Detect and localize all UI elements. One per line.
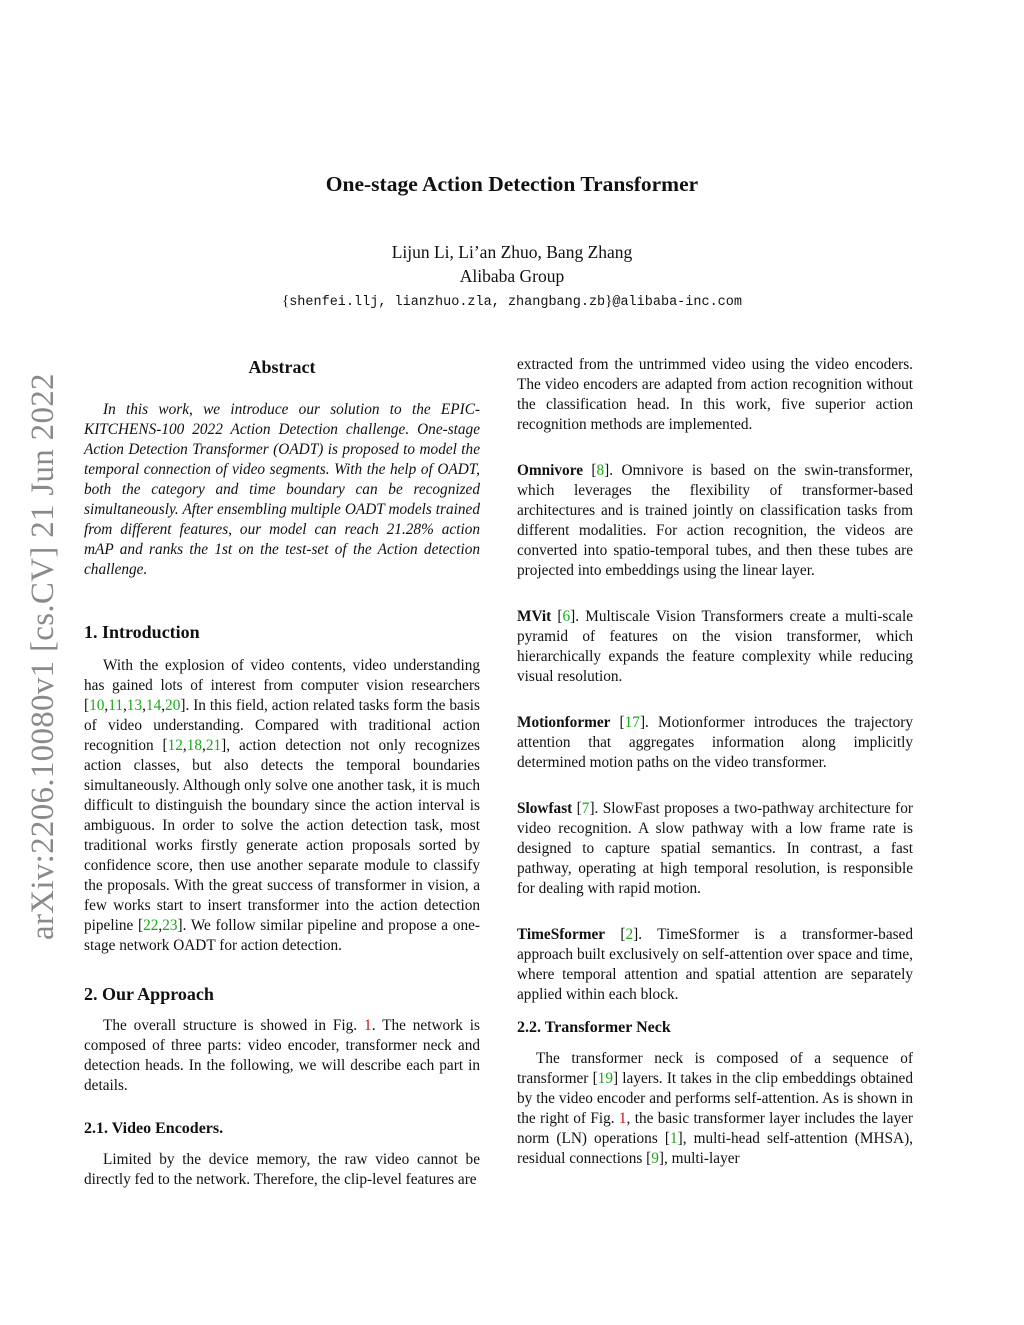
abstract-text: In this work, we introduce our solution to the EPIC-KITCHENS-100 2022 Action Detection challenge. One-stage Action Detection Transformer (OADT) is proposed to model the temporal connection of video segments. With the help of OADT, both the category and time boundary can be recognized simultaneously. After ensembling multiple OADT models trained from different features, our model can reach 21.28% action mAP and ranks the 1st on the test-set of the Action detection challenge. [84, 401, 480, 578]
method-name: Omnivore [517, 462, 583, 479]
abstract-heading: Abstract [248, 357, 316, 377]
citation-link[interactable]: 7 [581, 800, 590, 817]
citation-link[interactable]: 8 [596, 462, 605, 479]
email-line [0, 290, 1024, 314]
right-column [517, 355, 913, 1169]
affiliation: Alibaba Group [459, 266, 565, 286]
method-name: TimeSformer [517, 926, 606, 943]
arxiv-stamp: arXiv:2206.10080v1 [cs.CV] 21 Jun 2022 [25, 373, 61, 940]
citation-link[interactable]: 9 [651, 1150, 659, 1167]
intro-paragraph: With the explosion of video contents, video understanding has gained lots of interest from computer vision researchers [10,11,13,14,20]. In this field, action related tasks form the basis of video understanding. Compared with traditional action recognition [12,18,21], action detection not only recognizes action classes, but also detects the temporal boundaries simultaneously. Although only solve one another task, it is much difficult to distinguish the boundary since the action interval is ambiguous. In order to solve the action detection task, most traditional works firstly generate action proposals sorted by confidence score, then use another separate module to classify the proposals. With the great success of transformer in vision, a few works start to insert transformer into the action detection pipeline [22,23]. We follow similar pipeline and propose a one-stage network OADT for action detection. [84, 657, 480, 954]
citation-link[interactable]: 20 [165, 697, 181, 714]
approach-heading: 2. Our Approach [84, 984, 214, 1004]
method-slowfast: Slowfast [7]. SlowFast proposes a two-pathway architecture for video recognition. A slow pathway with a low frame rate is designed to capture spatial semantics. In contrast, a fast pathway, operating at high temporal resolution, is responsible for dealing with rapid motion. [517, 800, 913, 897]
citation-link[interactable]: 12 [167, 737, 183, 754]
method-mvit: MVit [6]. Multiscale Vision Transformers create a multi-scale pyramid of features on the vision transformer, which hierarchically expands the feature complexity while reducing visual resolution. [517, 608, 914, 685]
transformer-neck-paragraph: The transformer neck is composed of a sequence of transformer [19] layers. It takes in the clip embeddings obtained by the video encoder and performs self-attention. As is shown in the right of Fig. 1, the basic transformer layer includes the layer norm (LN) operations [1], multi-head self-attention (MHSA), residual connections [9], multi-layer [517, 1050, 914, 1167]
citation-link[interactable]: 1 [669, 1130, 678, 1147]
citation-link[interactable]: 11 [108, 697, 123, 714]
video-encoders-heading: 2.1. Video Encoders. [84, 1120, 224, 1137]
transformer-neck-heading: 2.2. Transformer Neck [517, 1019, 671, 1036]
citation-link[interactable]: 23 [162, 917, 178, 934]
citation-link[interactable]: 22 [143, 917, 159, 934]
left-column [84, 355, 480, 1190]
citation-link[interactable]: 19 [597, 1070, 613, 1087]
approach-paragraph: The overall structure is showed in Fig. 1. The network is composed of three parts: video encoder, transformer neck and detection heads. In the following, we will describe each part in details. [84, 1017, 480, 1094]
brace-close: } [605, 293, 613, 309]
citation-link[interactable]: 10 [89, 697, 105, 714]
email-domain: @alibaba-inc.com [612, 295, 742, 310]
method-omnivore: Omnivore [8]. Omnivore is based on the swin-transformer, which leverages the flexibility of transformer-based architectures and is trained jointly on classification tasks from different modalities. For action recognition, the videos are converted into spatio-temporal tubes, and then these tubes are projected into embeddings using the linear layer. [517, 462, 913, 579]
citation-link[interactable]: 13 [126, 697, 143, 714]
figure-ref-link[interactable]: 1 [364, 1017, 372, 1034]
citation-link[interactable]: 2 [625, 926, 634, 943]
author-names: Lijun Li, Li’an Zhuo, Bang Zhang [391, 242, 633, 262]
paper-title: One-stage Action Detection Transformer [325, 172, 699, 196]
citation-link[interactable]: 17 [624, 714, 640, 731]
video-encoders-paragraph-continued: extracted from the untrimmed video using the video encoders. The video encoders are adapted from action recognition without the classification head. In this work, five superior action recognition methods are implemented. [517, 356, 913, 433]
method-name: MVit [517, 608, 552, 625]
method-name: Motionformer [517, 714, 611, 731]
citation-link[interactable]: 14 [145, 697, 162, 714]
method-timesformer: TimeSformer [2]. TimeSformer is a transformer-based approach built exclusively on self-attention over space and time, where temporal attention and spatial attention are separately applied within each block. [517, 926, 913, 1003]
method-name: Slowfast [517, 800, 573, 817]
citation-link[interactable]: 18 [186, 737, 203, 754]
intro-heading: 1. Introduction [84, 622, 200, 642]
citation-link[interactable]: 6 [562, 608, 571, 625]
brace-open: { [282, 293, 290, 309]
video-encoders-paragraph-start: Limited by the device memory, the raw video cannot be directly fed to the network. Therefore, the clip-level features are [84, 1151, 480, 1188]
method-motionformer: Motionformer [17]. Motionformer introduces the trajectory attention that aggregates information along implicitly determined motion paths on the video transformer. [517, 714, 913, 771]
email-names: shenfei.llj, lianzhuo.zla, zhangbang.zb [289, 295, 606, 310]
citation-link[interactable]: 21 [205, 737, 222, 754]
author-block [0, 240, 1024, 288]
figure-ref-link[interactable]: 1 [618, 1110, 627, 1127]
